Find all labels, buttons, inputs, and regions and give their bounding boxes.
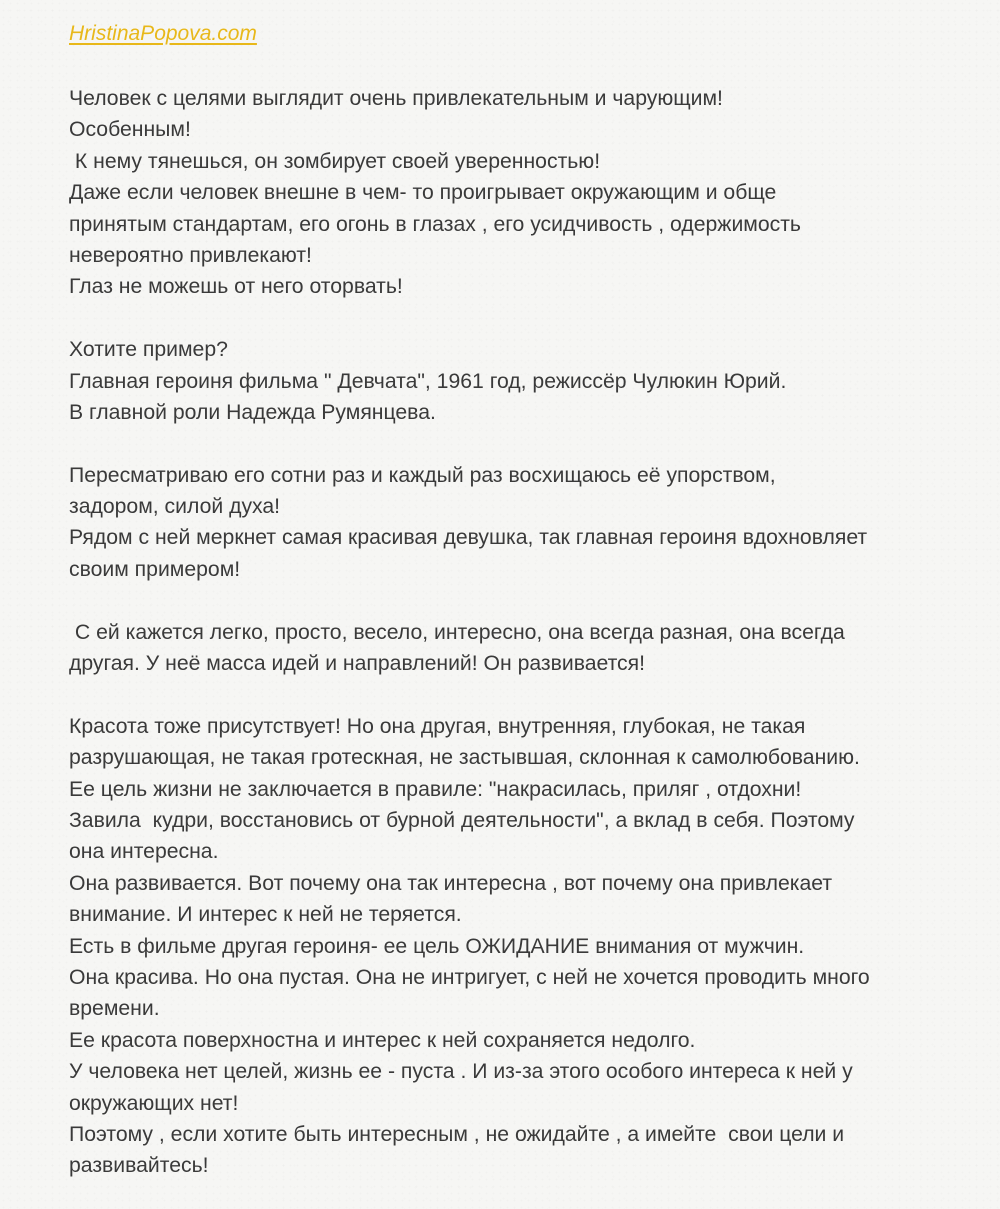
text-line: В главной роли Надежда Румянцева. [69, 400, 436, 424]
text-line: Пересматриваю его сотни раз и каждый раз восхищаюсь её упорством, [69, 463, 776, 487]
text-line: Рядом с ней меркнет самая красивая девушка, так главная героиня вдохновляет [69, 526, 868, 550]
text-line: времени. [69, 997, 160, 1021]
paragraph-gap [69, 303, 969, 334]
text-line: Завила кудри, восстановись от бурной деятельности", а вклад в себя. Поэтому [69, 808, 855, 832]
text-line: Даже если человек внешне в чем- то проигрывает окружающим и обще [69, 181, 777, 205]
text-line: У человека нет целей, жизнь ее - пуста . И из-за этого особого интереса к ней у [69, 1060, 853, 1084]
text-line: Особенным! [69, 118, 191, 142]
text-line: Главная героиня фильма " Девчата", 1961 год, режиссёр Чулюкин Юрий. [69, 369, 787, 393]
text-line: Она красива. Но она пустая. Она не интригует, с ней не хочется проводить много [69, 965, 870, 989]
text-line: Она развивается. Вот почему она так интересна , вот почему она привлекает [69, 871, 833, 895]
paragraph-3 [69, 460, 969, 586]
text-line: Ее красота поверхностна и интерес к ней сохраняется недолго. [69, 1028, 696, 1052]
text-line: она интересна. [69, 840, 219, 864]
text-line: Хотите пример? [69, 338, 228, 362]
text-line: задором, силой духа! [69, 495, 281, 519]
paragraph-4 [69, 617, 969, 680]
text-line: своим примером! [69, 557, 241, 581]
text-line: Ее цель жизни не заключается в правиле: "накрасилась, приляг , отдохни! [69, 777, 802, 801]
text-line: другая. У неё масса идей и направлений! Он развивается! [69, 652, 646, 676]
paragraph-2 [69, 334, 969, 428]
text-line: Поэтому , если хотите быть интересным , не ожидайте , а имейте свои цели и [69, 1122, 845, 1146]
text-line: С ей кажется легко, просто, весело, интересно, она всегда разная, она всегда [69, 620, 845, 644]
paragraph-gap [69, 679, 969, 710]
note-body [69, 18, 969, 1182]
text-line: Красота тоже присутствует! Но она другая, внутренняя, глубокая, не такая [69, 714, 806, 738]
text-line: окружающих нет! [69, 1091, 239, 1115]
text-line: невероятно привлекают! [69, 243, 312, 267]
text-line: внимание. И интерес к ней не теряется. [69, 903, 462, 927]
paragraph-1 [69, 83, 969, 303]
text-line: принятым стандартам, его огонь в глазах , его усидчивость , одержимость [69, 212, 801, 236]
text-line: Глаз не можешь от него оторвать! [69, 275, 403, 299]
paragraph-5 [69, 711, 969, 1182]
text-line: Человек с целями выглядит очень привлекательным и чарующим! [69, 87, 723, 110]
paragraph-gap [69, 585, 969, 616]
text-line: К нему тянешься, он зомбирует своей уверенностью! [69, 149, 601, 173]
text-line: разрушающая, не такая гротескная, не застывшая, склонная к самолюбованию. [69, 746, 860, 770]
text-line: развивайтесь! [69, 1154, 209, 1178]
paragraph-gap [69, 428, 969, 459]
text-line: Есть в фильме другая героиня- ее цель ОЖИДАНИЕ внимания от мужчин. [69, 934, 805, 958]
site-link[interactable]: HristinaPopova.com [69, 22, 257, 45]
